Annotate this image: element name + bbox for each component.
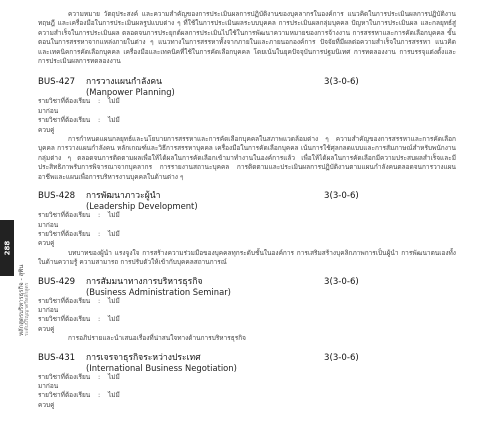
- course-entry: [38, 77, 456, 182]
- course-header: [38, 353, 456, 363]
- course-code: BUS-427: [38, 77, 76, 88]
- course-title-th: การพัฒนาภาวะผู้นำ: [86, 191, 161, 202]
- course-title-en: (Manpower Planning): [86, 87, 175, 98]
- prerequisite-value: ไม่มี: [108, 296, 120, 305]
- separator: :: [98, 211, 101, 220]
- corequisite-row: [38, 116, 456, 135]
- corequisite-label: รายวิชาที่ต้องเรียนควบคู่: [38, 391, 91, 409]
- corequisite-label: รายวิชาที่ต้องเรียนควบคู่: [38, 116, 91, 134]
- prerequisite-value: ไม่มี: [108, 211, 120, 220]
- prerequisite-value: ไม่มี: [108, 372, 120, 381]
- prerequisite-label: รายวิชาที่ต้องเรียนมาก่อน: [38, 97, 91, 115]
- intro-paragraph: ความหมาย วัตถุประสงค์ และความสำคัญของการประเมินผลการปฏิบัติงานของบุคลากรในองค์การ แนวคิดในการประเมินผลการปฏิบัติงาน ทฤษฎี และเครื่องมือในการประเมินผลรูปแบบต่าง ๆ ที่ใช้ในการประเมินผลระบบบุคคล การประเมินผลกลุ่มบุคคล ปัญหาในการประเมินผล และกลยุทธ์สู่ความสำเร็จในการประเมินผล ตลอดจนการประยุกต์ผลการประเมินไปใช้ในการพัฒนาความหมายของการจ้างงาน การสรรหาและการคัดเลือกบุคคล ขั้นตอนในการสรรหาจากแหล่งภายในต่าง ๆ แนวทางในการสรรหาทั้งจากภายในและภายนอกองค์การ ปัจจัยที่มีผลต่อความสำเร็จในการสรรหา แนวคิดและเทคนิคการคัดเลือกบุคคล เครื่องมือและเทคนิคที่ใช้ในการคัดเลือกบุคคล โดยเน้นในยุคปัจจุบันการปฐมนิเทศ การทดลองงาน การบรรจุแต่งตั้งและการประเมินผลการทดลองงาน: [38, 10, 456, 66]
- corequisite-value: ไม่มี: [108, 229, 120, 238]
- page-number-tab: [0, 220, 14, 276]
- course-header: [38, 191, 456, 201]
- course-title-en: (International Business Negotiation): [86, 362, 237, 373]
- corequisite-row: [38, 315, 456, 334]
- course-description: บทบาทของผู้นำ แรงจูงใจ การสร้างความร่วมมือของบุคคลทุกระดับชั้นในองค์การ การเสริมสร้างบุคลิกภาพการเป็นผู้นำ การพัฒนาตนเองทั้งในด้านความรู้ ความสามารถ การปรับตัวให้เข้ากับบุคคลสถานการณ์: [38, 248, 456, 267]
- side-label-subtext: ระดับปริญญาตรีหลักสูตร: [24, 282, 30, 336]
- separator: :: [98, 116, 101, 125]
- page-number: 288: [3, 240, 11, 256]
- course-title-th: การเจรจาธุรกิจระหว่างประเทศ: [86, 352, 201, 363]
- course-title-en: (Business Administration Seminar): [86, 286, 231, 297]
- course-description: การกำหนดแผนกลยุทธ์และนโยบายการสรรหาและการคัดเลือกบุคคลในสภาพแวดล้อมต่าง ๆ ความสำคัญของการสรรหาและการคัดเลือกบุคคล การวางแผนกำลังคน หลักเกณฑ์และวิธีการสรรหาบุคคล เครื่องมือในการคัดเลือกบุคคล เน้นการใช้ศุลกลดแบบและการสัมภาษณ์สำหรับพนักงานกลุ่มต่าง ๆ ตลอดจนการติดตามผลเพื่อให้ได้ผลในการคัดเลือกเข้ามาทำงานในองค์การแล้ว เพื่อให้ได้ผลในการคัดเลือกมีความประสบผลสำเร็จและมีประสิทธิภาพรับการพิจารณาจากบุคลากร การรายงานสถานะบุคคล การติดตามและประเมินผลการปฏิบัติงานตามแผนกำลังคนตลอดจนการวางแผนอาชีพและแผนเพื่อการบริหารงานบุคคลในด้านต่าง ๆ: [38, 135, 456, 181]
- corequisite-value: ไม่มี: [108, 315, 120, 324]
- course-title-th: การวางแผนกำลังคน: [86, 77, 163, 88]
- course-description: การอภิปรายและนำเสนอเรื่องที่น่าสนใจทางด้านการบริหารธุรกิจ: [68, 334, 246, 343]
- separator: :: [98, 229, 101, 238]
- course-entry: [38, 191, 456, 267]
- separator: :: [98, 296, 101, 305]
- corequisite-value: ไม่มี: [108, 391, 120, 400]
- prerequisite-label: รายวิชาที่ต้องเรียนมาก่อน: [38, 296, 91, 314]
- prerequisite-row: [38, 297, 456, 316]
- corequisite-row: [38, 391, 456, 410]
- corequisite-label: รายวิชาที่ต้องเรียนควบคู่: [38, 315, 91, 333]
- prerequisite-row: [38, 97, 456, 116]
- separator: :: [98, 391, 101, 400]
- prerequisite-label: รายวิชาที่ต้องเรียนมาก่อน: [38, 372, 91, 390]
- prerequisite-row: [38, 373, 456, 392]
- course-code: BUS-431: [38, 352, 76, 363]
- course-title-en: (Leadership Development): [86, 201, 198, 212]
- corequisite-row: [38, 230, 456, 249]
- course-credit: 3(3-0-6): [324, 352, 359, 363]
- course-header: [38, 277, 456, 287]
- course-credit: 3(3-0-6): [324, 77, 359, 88]
- corequisite-label: รายวิชาที่ต้องเรียนควบคู่: [38, 229, 91, 248]
- course-credit: 3(3-0-6): [324, 276, 359, 287]
- document-page: [38, 10, 456, 419]
- course-code: BUS-428: [38, 191, 76, 202]
- side-label-text: หลักสูตรบริหารธุรกิจ - สุพิน: [18, 264, 25, 336]
- course-credit: 3(3-0-6): [324, 191, 359, 202]
- separator: :: [98, 97, 101, 106]
- course-code: BUS-429: [38, 276, 76, 287]
- prerequisite-row: [38, 211, 456, 230]
- separator: :: [98, 372, 101, 381]
- side-label: [16, 236, 30, 336]
- prerequisite-value: ไม่มี: [108, 97, 120, 106]
- course-entry: [38, 277, 456, 344]
- course-title-th: การสัมมนาทางการบริหารธุรกิจ: [86, 276, 203, 287]
- prerequisite-label: รายวิชาที่ต้องเรียนมาก่อน: [38, 211, 91, 229]
- course-entry: [38, 353, 456, 411]
- separator: :: [98, 315, 101, 324]
- course-list: [38, 77, 456, 410]
- corequisite-value: ไม่มี: [108, 116, 120, 125]
- course-header: [38, 77, 456, 87]
